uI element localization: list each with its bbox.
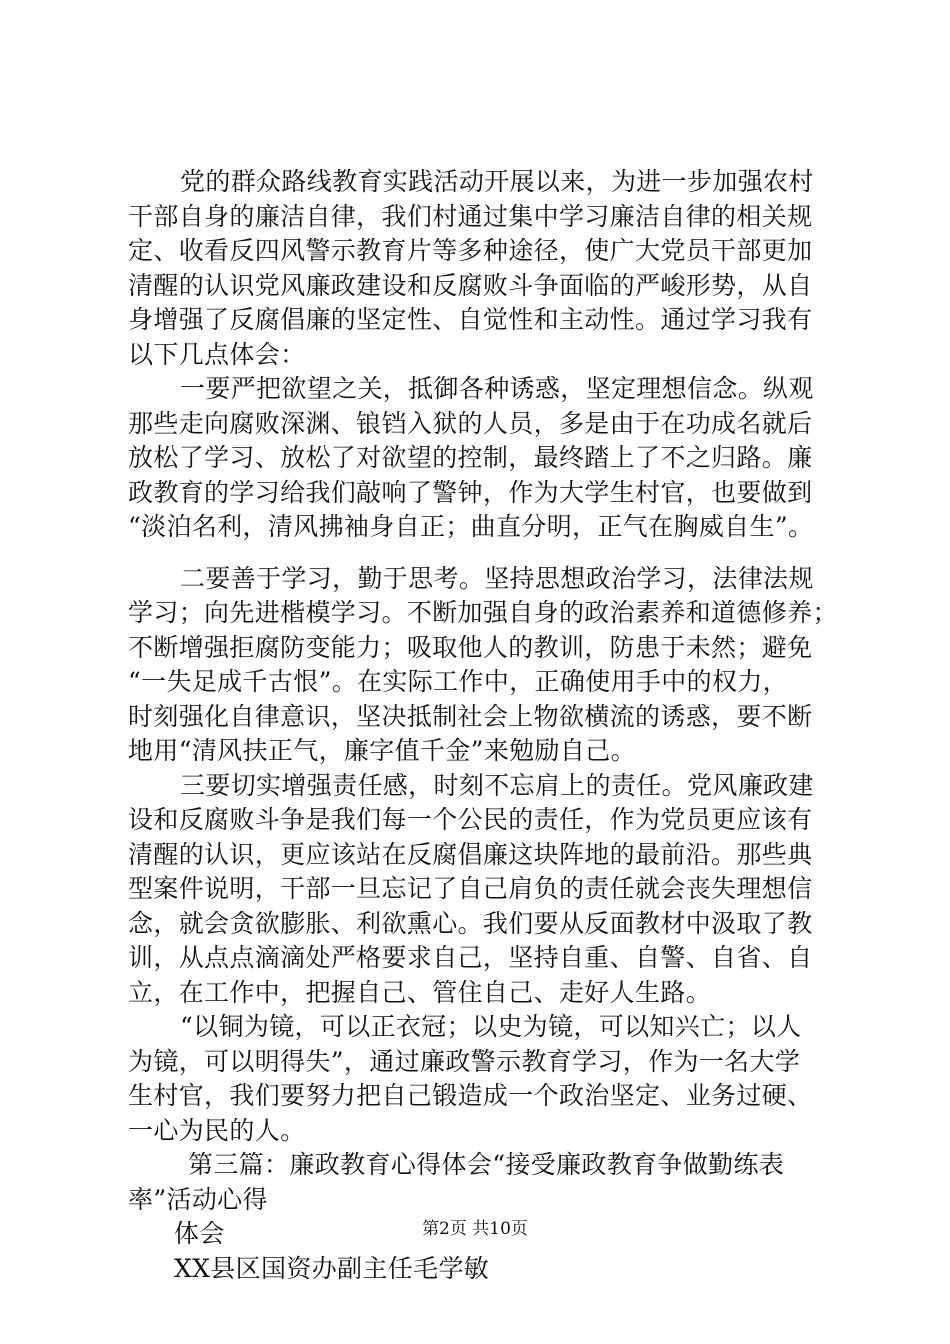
paragraph-1-line-3: 定、收看反四风警示教育片等多种途径，使广大党员干部更加 (128, 236, 813, 265)
paragraph-3-line-3: 不断增强拒腐防变能力；吸取他人的教训，防患于未然；避免 (128, 632, 813, 662)
paragraph-4-line-6: 训，从点点滴滴处严格要求自己，坚持自重、自警、自省、自 (128, 943, 813, 972)
paragraph-4-line-7: 立，在工作中，把握自己、管住自己、走好人生路。 (128, 977, 712, 1007)
paragraph-gap (128, 545, 858, 562)
paragraph-4-line-1: 三要切实增强责任感，时刻不忘肩上的责任。党风廉政建 (180, 770, 814, 800)
section-heading-line-2: 率”活动心得 (128, 1184, 268, 1214)
paragraph-3-line-4: “一失足成千古恨”。在实际工作中，正确使用手中的权力， (128, 667, 789, 696)
paragraph-1-line-2: 干部自身的廉洁自律，我们村通过集中学习廉洁自律的相关规 (128, 201, 813, 231)
paragraph-2-line-2: 那些走向腐败深渊、锒铛入狱的人员，多是由于在功成名就后 (128, 408, 813, 438)
paragraph-1-line-6: 以下几点体会： (128, 339, 306, 369)
paragraph-2-line-3: 放松了学习、放松了对欲望的控制，最终踏上了不之归路。廉 (128, 443, 813, 472)
paragraph-3-line-2: 学习；向先进楷模学习。不断加强自身的政治素养和道德修养； (128, 598, 838, 627)
paragraph-5-line-3: 生村官，我们要努力把自己锻造成一个政治坚定、业务过硬、 (128, 1081, 813, 1110)
paragraph-5-line-4: 一心为民的人。 (128, 1115, 306, 1145)
paragraph-2-line-5: “淡泊名利，清风拂袖身自正；曲直分明，正气在胸威自生”。 (128, 512, 814, 541)
paragraph-5-line-2: 为镜，可以明得失”，通过廉政警示教育学习，作为一名大学 (128, 1046, 801, 1076)
paragraph-1-line-4: 清醒的认识党风廉政建设和反腐败斗争面临的严峻形势，从自 (128, 270, 813, 300)
paragraph-3-line-1: 二要善于学习，勤于思考。坚持思想政治学习，法律法规 (180, 563, 814, 593)
paragraph-4-line-2: 设和反腐败斗争是我们每一个公民的责任，作为党员更应该有 (128, 805, 813, 834)
section-heading-line-3: 体会 (174, 1219, 225, 1248)
paragraph-3-line-5: 时刻强化自律意识，坚决抵制社会上物欲横流的诱惑，要不断 (128, 701, 813, 731)
paragraph-4-line-5: 念，就会贪欲膨胀、利欲熏心。我们要从反面教材中汲取了教 (128, 908, 813, 938)
paragraph-4-line-3: 清醒的认识，更应该站在反腐倡廉这块阵地的最前沿。那些典 (128, 839, 813, 869)
author-line: XX县区国资办副主任毛学敏 (174, 1253, 490, 1283)
paragraph-1-line-5: 身增强了反腐倡廉的坚定性、自觉性和主动性。通过学习我有 (128, 305, 813, 334)
paragraph-5-line-1: “以铜为镜，可以正衣冠；以史为镜，可以知兴亡；以人 (180, 1012, 802, 1041)
paragraph-1-line-1: 党的群众路线教育实践活动开展以来，为进一步加强农村 (180, 167, 814, 196)
page-footer: 第2页 共10页 (422, 1219, 528, 1239)
paragraph-2-line-4: 政教育的学习给我们敲响了警钟，作为大学生村官，也要做到 (128, 477, 813, 507)
paragraph-4-line-4: 型案件说明，干部一旦忘记了自己肩负的责任就会丧失理想信 (128, 874, 813, 903)
paragraph-2-line-1: 一要严把欲望之关，抵御各种诱惑，坚定理想信念。纵观 (180, 374, 814, 403)
paragraph-3-line-6: 地用“清风扶正气，廉字值千金”来勉励自己。 (128, 736, 636, 765)
section-heading-line-1: 第三篇：廉政教育心得体会“接受廉政教育争做勤练表 (188, 1150, 785, 1179)
document-body (128, 165, 858, 1286)
